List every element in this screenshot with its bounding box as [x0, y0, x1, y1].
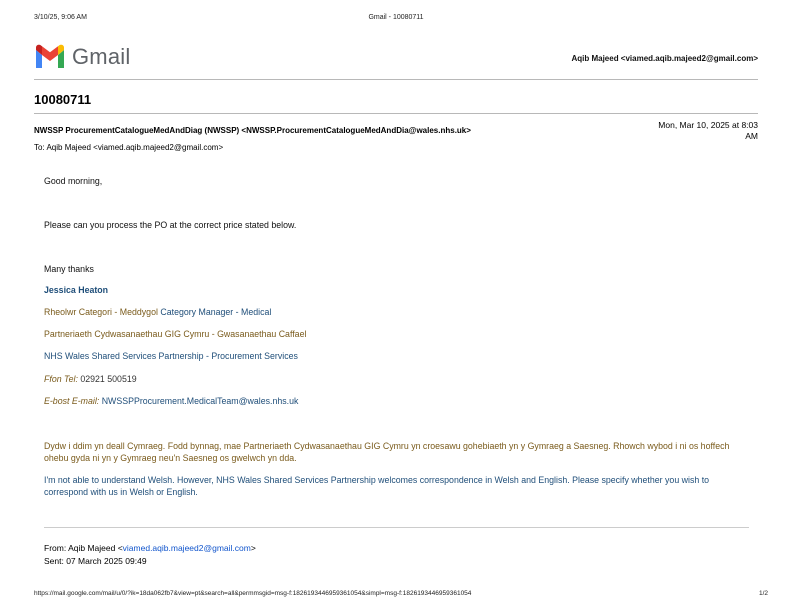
sent-date-line2: AM	[745, 131, 758, 141]
account-email: Aqib Majeed <viamed.aqib.majeed2@gmail.com>	[571, 54, 758, 63]
english-language-notice: I'm not able to understand Welsh. However, NHS Wales Shared Services Partnership welcomes correspondence in Welsh and English. Please specify whether you wish to correspond with us in Welsh or English.	[44, 475, 710, 497]
quoted-from-label: From: Aqib Majeed <	[44, 543, 123, 553]
quoted-from-close: >	[250, 543, 256, 553]
gmail-logo-icon	[34, 44, 66, 68]
sent-date	[628, 120, 758, 142]
greeting: Good morning,	[44, 176, 103, 186]
gmail-wordmark: Gmail	[72, 44, 131, 69]
recipient-line: To: Aqib Majeed <viamed.aqib.majeed2@gmail.com>	[34, 143, 224, 152]
phone-label: Ffon Tel:	[44, 374, 78, 384]
sent-date-line1: Mon, Mar 10, 2025 at 8:03	[658, 120, 758, 130]
quoted-from-line	[44, 543, 256, 553]
email-label: E-bost E-mail:	[44, 396, 100, 406]
print-title: Gmail - 10080711	[368, 14, 424, 21]
signature-phone	[44, 374, 137, 384]
email-subject: 10080711	[34, 92, 92, 107]
request-text: Please can you process the PO at the correct price stated below.	[44, 220, 297, 230]
sender-line: NWSSP ProcurementCatalogueMedAndDiag (NWSSP) <NWSSP.ProcurementCatalogueMedAndDia@wales.nhs.uk>	[34, 126, 471, 135]
quoted-from-email-link[interactable]: viamed.aqib.majeed2@gmail.com	[122, 543, 251, 553]
print-url: https://mail.google.com/mail/u/0/?ik=18da062fb7&view=pt&search=all&permmsgid=msg-f:1826193446959361054&simpl=msg-f:1826193446959361054	[34, 590, 472, 597]
signature-org-english: NHS Wales Shared Services Partnership - Procurement Services	[44, 351, 298, 361]
print-page-number: 1/2	[758, 590, 768, 597]
quoted-sent-line: Sent: 07 March 2025 09:49	[44, 556, 147, 566]
header-divider	[34, 79, 758, 80]
welsh-language-notice: Dydw i ddim yn deall Cymraeg. Fodd bynnag, mae Partneriaeth Cydwasanaethau GIG Cymru yn croesawu gohebiaeth yn y Gymraeg a Saesneg. Rhowch wybod i ni os hoffech ohebu gyda ni yn y Gymraeg neu'n Saesneg os gwelwch yn dda.	[44, 441, 730, 463]
print-datetime: 3/10/25, 9:06 AM	[34, 14, 87, 21]
subject-divider	[34, 113, 758, 114]
signature-email-link[interactable]: NWSSPProcurement.MedicalTeam@wales.nhs.uk	[101, 396, 299, 406]
signature-email	[44, 396, 298, 406]
signature-role	[44, 307, 271, 317]
signature-org-welsh: Partneriaeth Cydwasanaethau GIG Cymru - Gwasanaethau Caffael	[44, 329, 307, 339]
quoted-divider	[44, 527, 749, 528]
signature-name: Jessica Heaton	[44, 285, 109, 295]
phone-number: 02921 500519	[80, 374, 137, 384]
signature-role-welsh: Rheolwr Categori - Meddygol	[44, 307, 158, 317]
signature-role-english: Category Manager - Medical	[160, 307, 272, 317]
thanks-text: Many thanks	[44, 264, 94, 274]
